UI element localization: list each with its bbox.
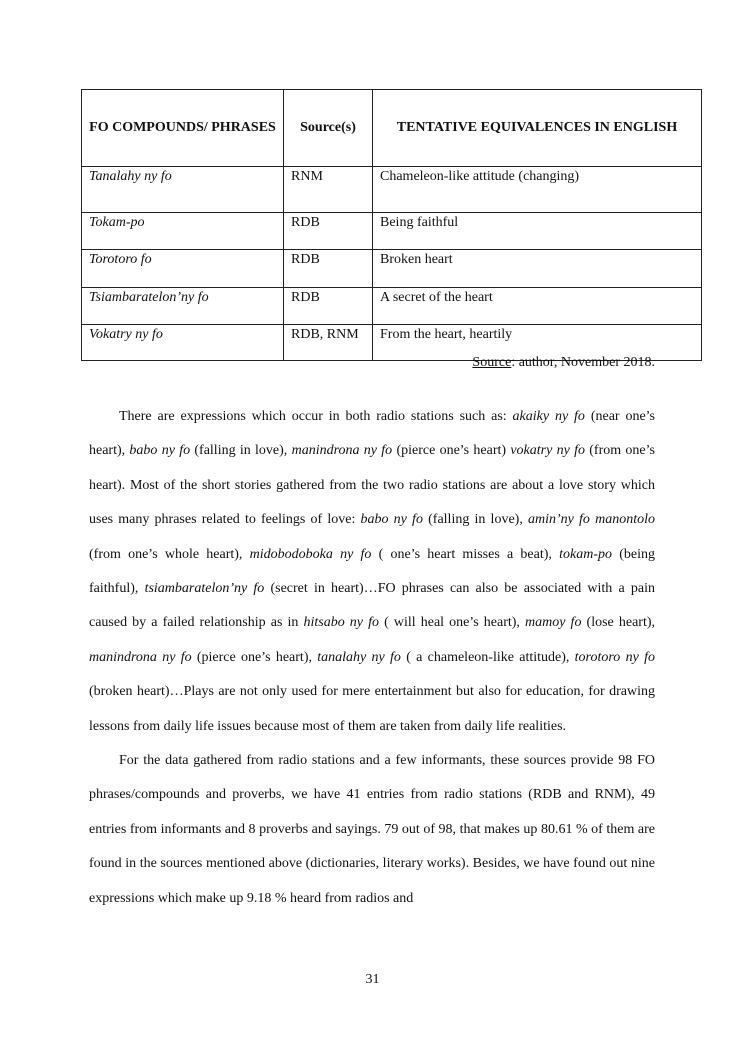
text-run: (broken heart)…Plays are not only used for mere entertainment but also for education, for drawing lessons from daily life issues because most of them are taken from daily life realities. (89, 684, 655, 734)
fo-term: hitsabo ny fo (303, 615, 380, 631)
term-cell: Vokatry ny fo (82, 325, 284, 361)
table-row (82, 167, 702, 213)
header-fo-compounds: FO COMPOUNDS/ PHRASES (82, 90, 284, 167)
term-cell: Tokam-po (82, 213, 284, 250)
fo-term: tokam-po (559, 546, 612, 562)
fo-term: tsiambaratelon’ny fo (144, 581, 265, 597)
header-sources: Source(s) (284, 90, 373, 167)
source-cell: RNM (284, 167, 373, 213)
text-run: There are expressions which occur in both radio stations such as: (119, 409, 513, 424)
text-run: (pierce one’s heart) (392, 443, 511, 459)
source-label: Source (472, 355, 512, 370)
table-row (82, 288, 702, 325)
fo-term: akaiky ny fo (512, 409, 585, 424)
fo-term: tanalahy ny fo (317, 649, 401, 665)
fo-term: manindrona ny fo (291, 443, 393, 459)
fo-term: manindrona ny fo (89, 649, 192, 665)
fo-compounds-table (81, 89, 702, 361)
body-text (89, 400, 655, 916)
fo-term: babo ny fo (129, 443, 191, 459)
text-run: (pierce one’s heart), (191, 649, 318, 665)
text-run: (from one’s whole heart), (89, 546, 250, 562)
fo-term: midobodoboka ny fo (249, 546, 372, 562)
equivalence-cell: From the heart, heartily (373, 325, 702, 361)
text-run: (near one’s heart), (89, 409, 655, 459)
equivalence-cell: Broken heart (373, 250, 702, 288)
text-run: (secret in heart)…FO phrases can also be associated with a pain caused by a failed relationship as in (89, 581, 655, 631)
paragraph-expressions (89, 400, 655, 744)
term-cell: Tanalahy ny fo (82, 167, 284, 213)
fo-term: torotoro ny fo (574, 649, 655, 665)
text-run: (falling in love), (422, 512, 528, 528)
fo-term: vokatry ny fo (510, 443, 585, 459)
text-run: ( will heal one’s heart), (379, 615, 526, 631)
fo-term: babo ny fo (360, 512, 423, 528)
equivalence-cell: Chameleon-like attitude (changing) (373, 167, 702, 213)
term-cell: Tsiambaratelon’ny fo (82, 288, 284, 325)
source-cell: RDB (284, 213, 373, 250)
text-run: ( one’s heart misses a beat), (371, 546, 560, 562)
text-run: ( a chameleon-like attitude), (400, 649, 575, 665)
term-cell: Torotoro fo (82, 250, 284, 288)
equivalence-cell: Being faithful (373, 213, 702, 250)
text-run: (being faithful), (89, 546, 655, 597)
table-source-note (81, 353, 655, 373)
source-cell: RDB, RNM (284, 325, 373, 361)
source-cell: RDB (284, 288, 373, 325)
page-number: 31 (365, 972, 380, 987)
fo-term: amin’ny fo manontolo (528, 512, 655, 528)
text-run: (falling in love), (190, 443, 292, 459)
table-row (82, 250, 702, 288)
equivalence-cell: A secret of the heart (373, 288, 702, 325)
table-row (82, 213, 702, 250)
header-equivalences: TENTATIVE EQUIVALENCES IN ENGLISH (373, 90, 702, 167)
text-run: (lose heart), (581, 615, 655, 631)
source-text: : author, November 2018. (511, 355, 655, 370)
fo-term: mamoy fo (525, 615, 582, 631)
text-run: (from one’s heart). Most of the short stories gathered from the two radio stations are about a love story which uses many phrases related to feelings of love: (89, 443, 655, 528)
table-header-row (82, 90, 702, 167)
paragraph-data-sources: For the data gathered from radio stations and a few informants, these sources provide 98 FO phrases/compounds and proverbs, we have 41 entries from radio stations (RDB and RNM), 49 entries from informants and 8 proverbs and sayings. 79 out of 98, that makes up 80.61 % of them are found in the sources mentioned above (dictionaries, literary works). Besides, we have found out nine expressions which make up 9.18 % heard from radios and (89, 753, 655, 906)
source-cell: RDB (284, 250, 373, 288)
